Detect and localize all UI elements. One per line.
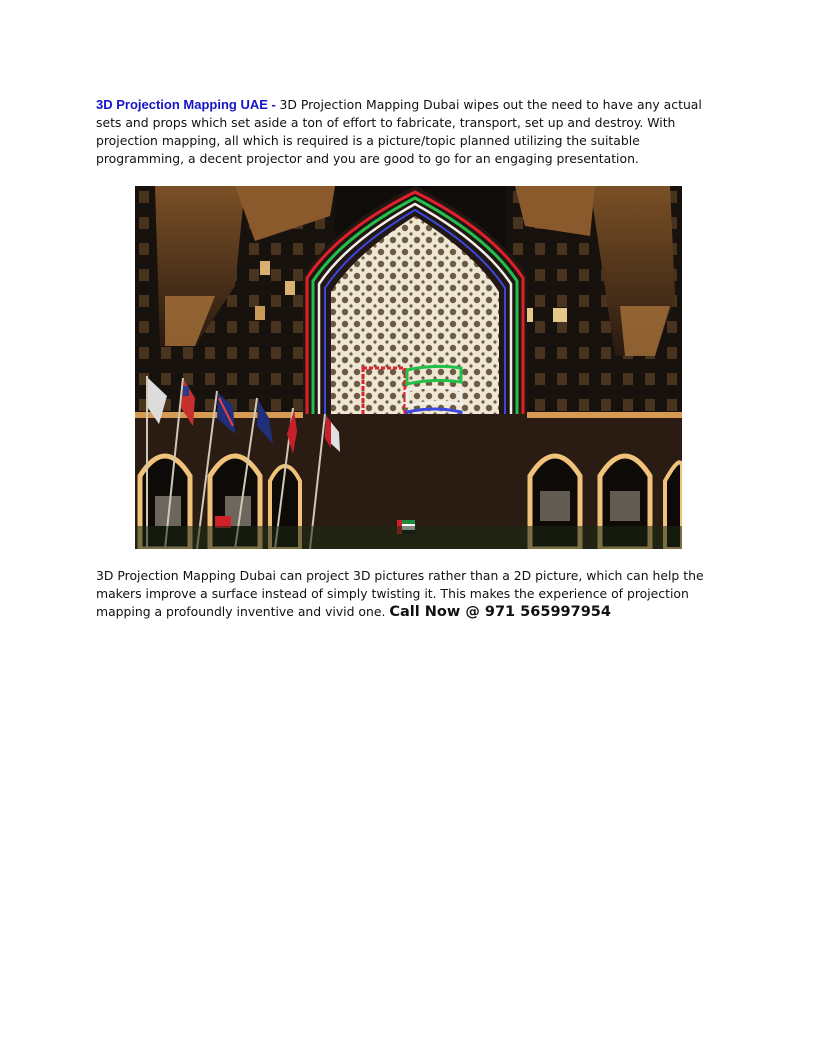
- keyword-separator: -: [267, 97, 280, 112]
- keyword-link[interactable]: 3D Projection Mapping UAE: [96, 97, 268, 112]
- body-text: 3D Projection Mapping Dubai can project 3D pictures rather than a 2D picture, which can help the makers improve a surface instead of simply twisting it. This makes the experience of projection mapping a profoundly inventive and vivid one.: [96, 568, 704, 619]
- body-paragraph: [96, 567, 724, 621]
- intro-paragraph: [96, 96, 724, 168]
- building-photo-drawing: [135, 186, 682, 549]
- building-photo: [135, 186, 682, 549]
- intro-text: 3D Projection Mapping Dubai wipes out the need to have any actual sets and props which set aside a ton of effort to fabricate, transport, set up and destroy. With projection mapping, all which is required is a picture/topic planned utilizing the suitable programming, a decent projector and you are good to go for an engaging presentation.: [96, 97, 702, 166]
- call-now-text[interactable]: Call Now @ 971 565997954: [389, 604, 611, 620]
